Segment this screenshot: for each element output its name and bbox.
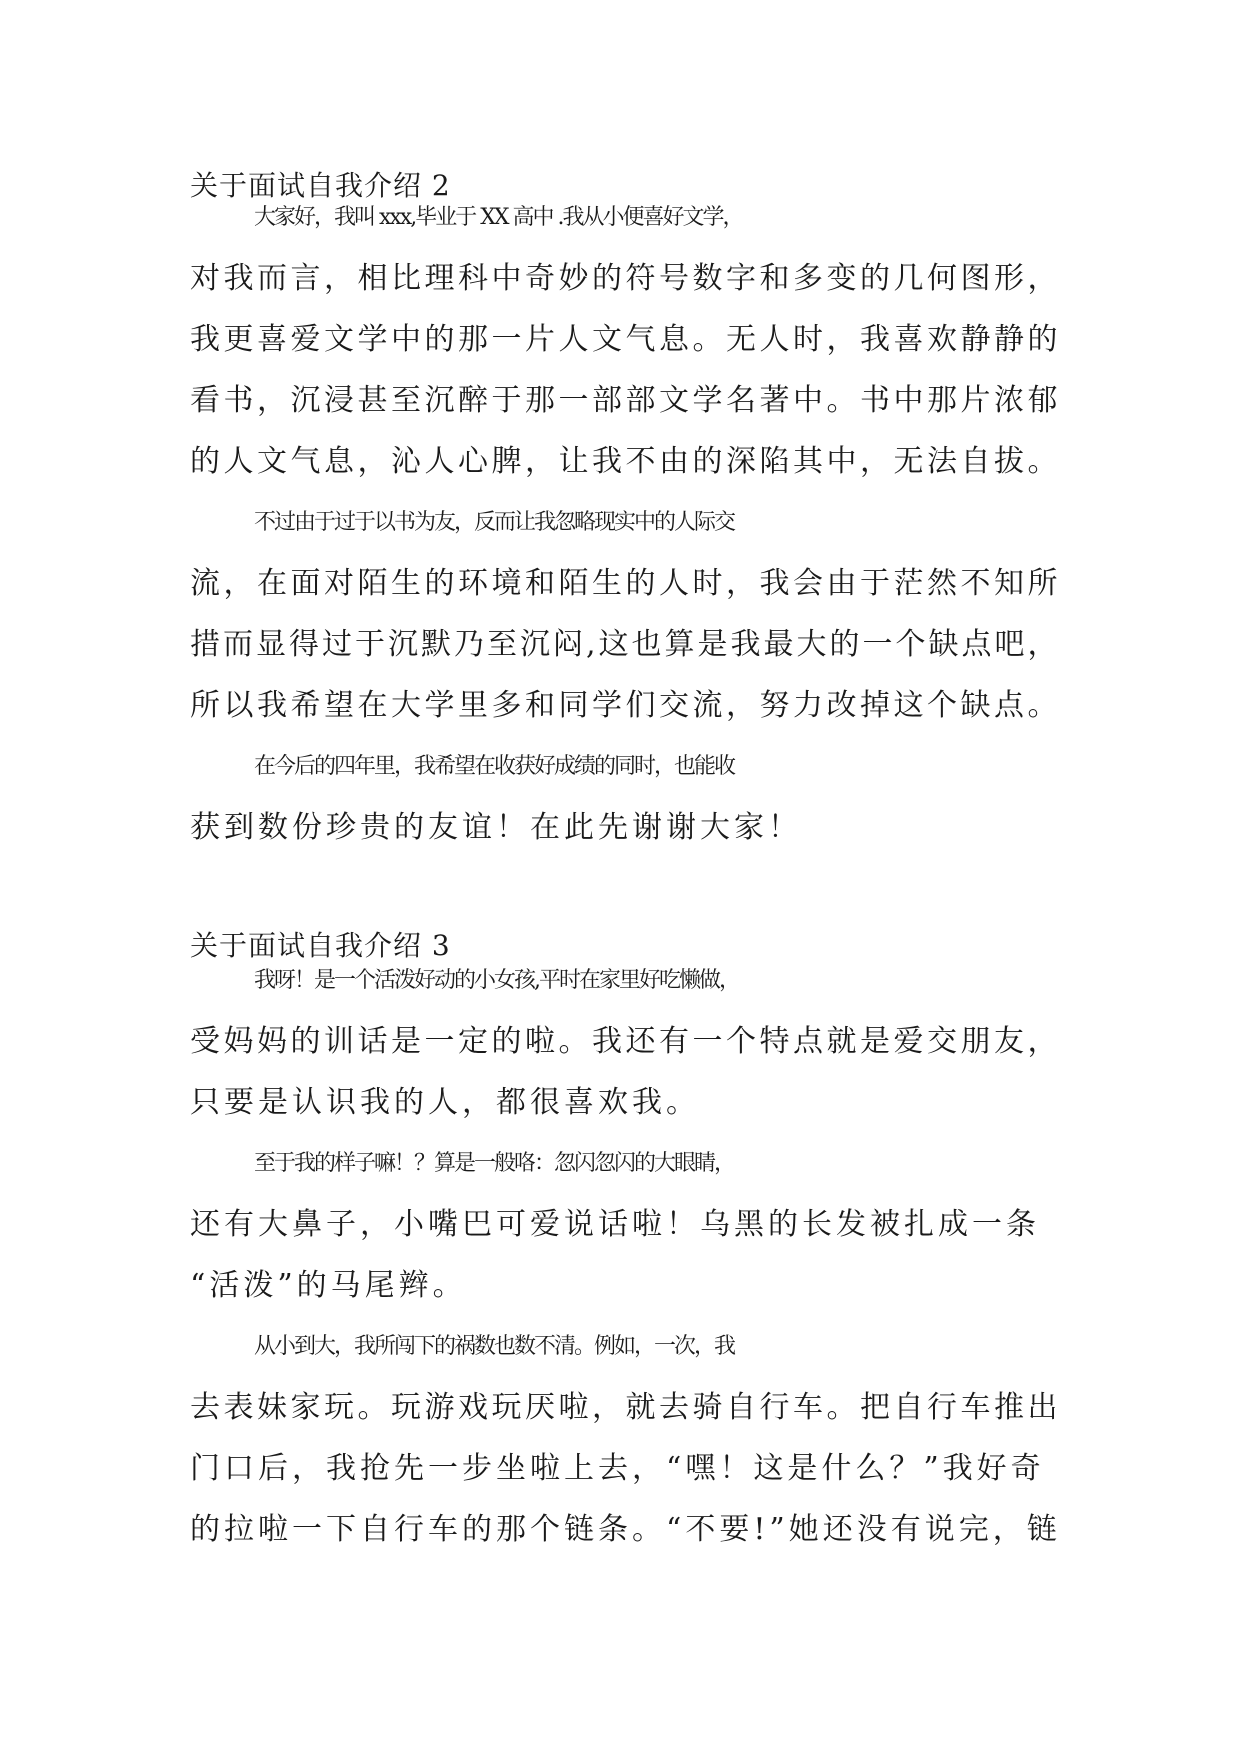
paragraph-line: 在今后的四年里，我希望在收获好成绩的同时，也能收 [254,754,735,779]
paragraph-line: 的拉啦一下自行车的那个链条。“不要!”她还没有说完，链 [190,1512,1061,1547]
paragraph-line: 我呀！是一个活泼好动的小女孩,平时在家里好吃懒做， [254,968,739,993]
paragraph-line: 门口后，我抢先一步坐啦上去，“嘿！这是什么？”我好奇 [190,1451,1045,1486]
paragraph-line: 不过由于过于以书为友，反而让我忽略现实中的人际交 [254,510,735,535]
paragraph-line: “活泼”的马尾辫。 [190,1268,467,1303]
paragraph-line: 看书，沉浸甚至沉醉于那一部部文学名著中。书中那片浓郁 [190,383,1061,418]
paragraph-line: 对我而言，相比理科中奇妙的符号数字和多变的几何图形， [190,261,1061,296]
paragraph-line: 从小到大，我所闯下的祸数也数不清。例如，一次，我 [254,1334,735,1359]
section-heading: 关于面试自我介绍 3 [190,929,451,962]
paragraph-line: 至于我的样子嘛！？算是一般咯：忽闪忽闪的大眼睛， [254,1151,735,1176]
paragraph-line: 受妈妈的训话是一定的啦。我还有一个特点就是爱交朋友， [190,1024,1061,1059]
paragraph-line: 所以我希望在大学里多和同学们交流，努力改掉这个缺点。 [190,688,1061,723]
paragraph-line: 大家好，我叫 xxx,毕业于 XX 高中 .我从小便喜好文学， [254,205,743,230]
paragraph-line: 的人文气息，沁人心脾，让我不由的深陷其中，无法自拔。 [190,444,1061,479]
paragraph-line: 获到数份珍贵的友谊！在此先谢谢大家！ [190,810,802,845]
paragraph-line: 我更喜爱文学中的那一片人文气息。无人时，我喜欢静静的 [190,322,1061,357]
paragraph-line: 只要是认识我的人，都很喜欢我。 [190,1085,700,1120]
paragraph-line: 还有大鼻子，小嘴巴可爱说话啦！乌黑的长发被扎成一条 [190,1207,1040,1242]
paragraph-line: 去表妹家玩。玩游戏玩厌啦，就去骑自行车。把自行车推出 [190,1390,1061,1425]
paragraph-line: 措而显得过于沉默乃至沉闷,这也算是我最大的一个缺点吧， [190,627,1061,662]
section-heading: 关于面试自我介绍 2 [190,169,451,202]
paragraph-line: 流，在面对陌生的环境和陌生的人时，我会由于茫然不知所 [190,566,1061,601]
